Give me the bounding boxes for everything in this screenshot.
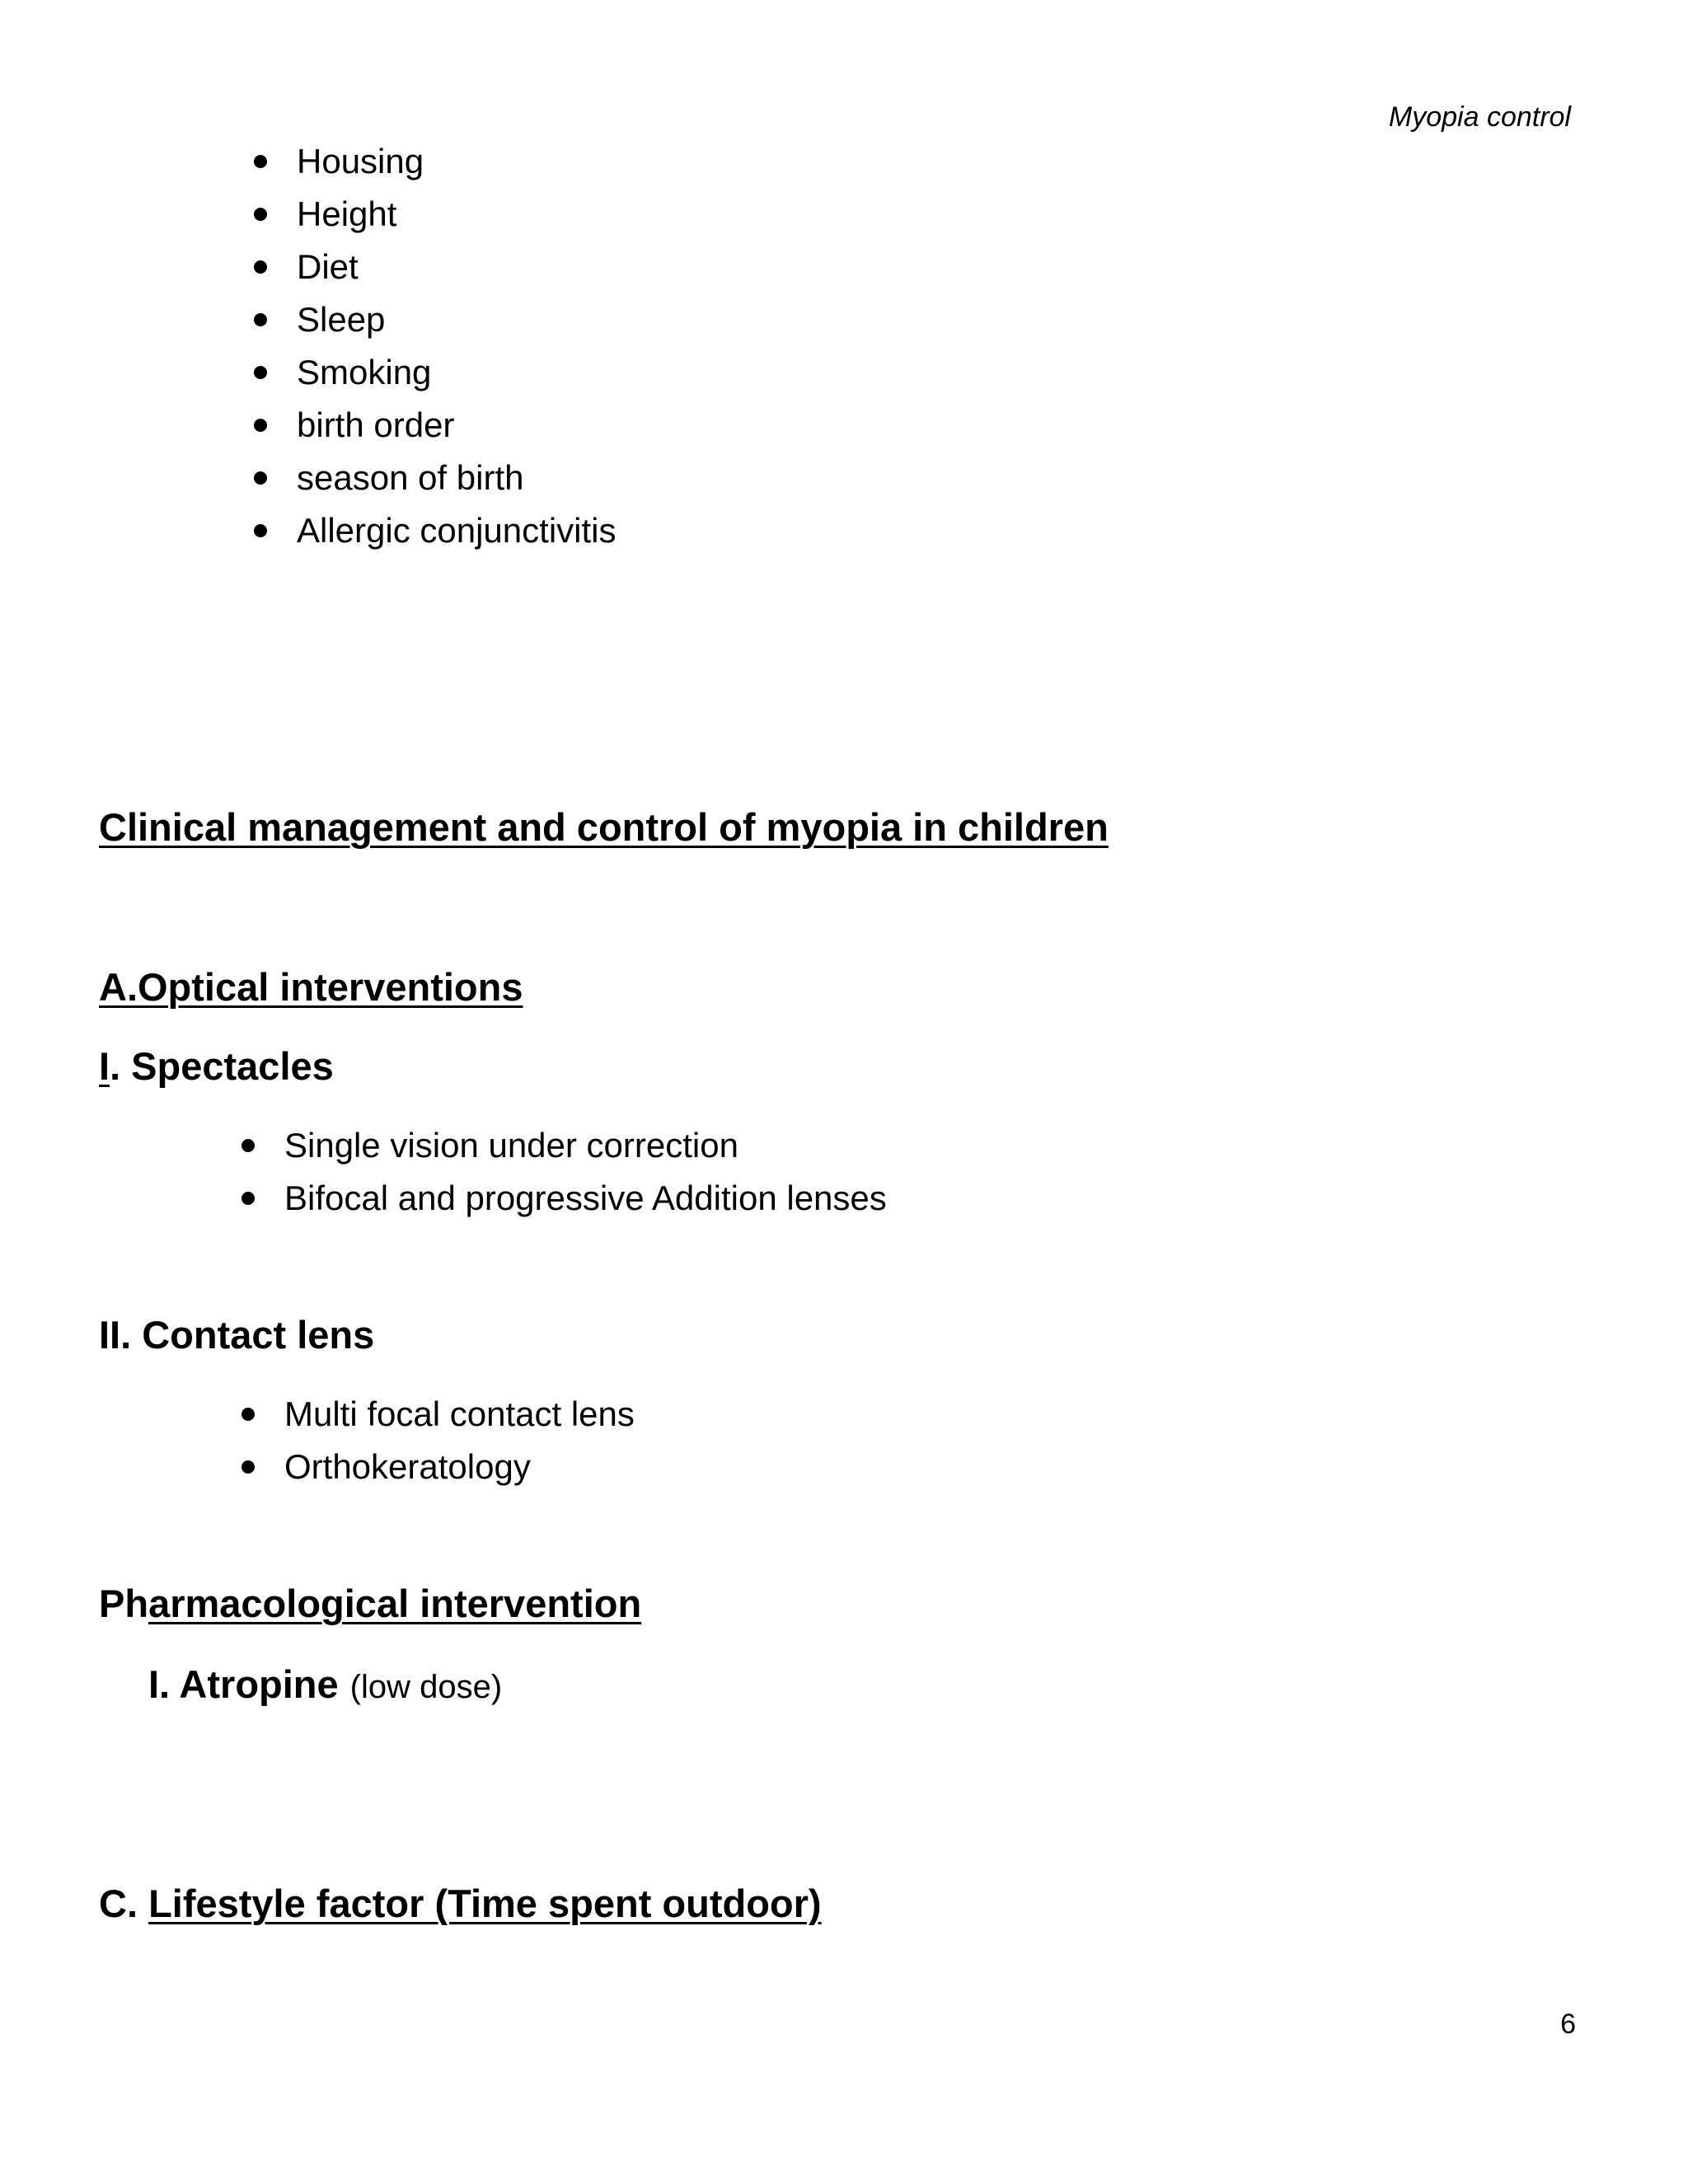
running-header: Myopia control [1388, 101, 1571, 133]
section-heading-pharmacological: Pharmacological intervention [99, 1582, 642, 1625]
section-heading-lifestyle: C. Lifestyle factor (Time spent outdoor) [99, 1882, 822, 1925]
subheading-label: . Spectacles [110, 1044, 334, 1088]
subheading-contact-lens: II. Contact lens [99, 1313, 375, 1357]
section-heading-clinical-management: Clinical management and control of myopia in children [99, 805, 1109, 849]
list-item: Sleep [297, 293, 616, 346]
bullet-icon [254, 208, 267, 221]
list-item: Smoking [297, 346, 616, 399]
bullet-icon [254, 313, 267, 326]
page-number: 6 [1560, 2008, 1576, 2040]
list-item: birth order [297, 399, 616, 452]
bullet-icon [254, 155, 267, 168]
subheading-atropine: I. Atropine (low dose) [148, 1662, 503, 1706]
list-item: Single vision under correction [284, 1119, 887, 1172]
atropine-note: (low dose) [349, 1669, 503, 1705]
section-heading-optical-interventions: A.Optical interventions [99, 965, 523, 1009]
subheading-spectacles [99, 1043, 334, 1090]
bullet-icon [241, 1139, 255, 1152]
bullet-icon [241, 1408, 255, 1421]
bullet-icon [241, 1460, 255, 1474]
list-item: Bifocal and progressive Addition lenses [284, 1172, 887, 1225]
list-item: Orthokeratology [284, 1441, 635, 1493]
list-item: Diet [297, 241, 616, 293]
bullet-icon [254, 471, 267, 485]
spectacles-list [284, 1119, 887, 1225]
list-item: Height [297, 188, 616, 241]
list-item: Multi focal contact lens [284, 1388, 635, 1441]
bullet-icon [241, 1192, 255, 1205]
list-item: Allergic conjunctivitis [297, 504, 616, 557]
risk-factor-list [297, 135, 616, 557]
bullet-icon [254, 419, 267, 432]
subheading-numeral: I [99, 1044, 110, 1088]
bullet-icon [254, 260, 267, 274]
contact-lens-list [284, 1388, 635, 1493]
bullet-icon [254, 366, 267, 379]
list-item: Housing [297, 135, 616, 188]
list-item: season of birth [297, 452, 616, 504]
bullet-icon [254, 524, 267, 537]
